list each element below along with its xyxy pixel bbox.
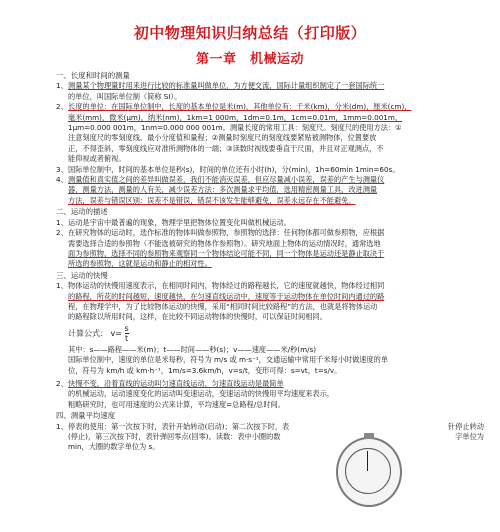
list-item: 3、 国际单位制中，时间的基本单位是秒(s)，时间的单位还有小时(h)，分(min)，1h=60min 1min=60s。 <box>56 165 484 175</box>
paragraph-line: 能仰视或者俯视。 <box>68 154 126 164</box>
paragraph-line: 快慢不变，沿着直线的运动叫匀速直线运动，匀速直线运动是最简单 <box>68 378 284 388</box>
document-body <box>56 70 484 453</box>
list-item: 1、 停表的使用：第一次按下时，表针开始转动(启动)；第二次按下时，表 针停止转动 <box>56 421 484 431</box>
paragraph-line: 字单位为 <box>455 432 484 441</box>
formula-denominator: t <box>125 333 129 343</box>
list-item: 1、 运动是宇宙中最普遍的现象，物理学里把物体位置变化叫做机械运动。 <box>56 218 484 228</box>
paragraph-line: 其中：s——路程——米(m)；t——时间——秒(s)；v——速度——米/秒(m/s) <box>68 344 317 354</box>
list-item: 1、 测量某个物理量时用来进行比较的标准量叫做单位，为方便交流，国际计量组织制定了一套国际统一 <box>56 81 484 91</box>
paragraph-line: 的机械运动，运动速度变化的运动叫变速运动，变速运动的快慢用平均速度来表示， <box>68 389 334 399</box>
formula-label: 计算公式： <box>68 328 108 338</box>
paragraph-line: 的路程除以所用时间，这样，在比较不同运动物体的快慢时，可以保证时间相同。 <box>68 312 327 322</box>
paragraph-line: 运动是宇宙中最普遍的现象，物理学里把物体位置变化叫做机械运动。 <box>68 217 291 227</box>
paragraph-line: 的单位，叫国际单位制（简称 SI）。 <box>68 91 182 101</box>
document-title: 初中物理知识归纳总结（打印版） <box>133 24 367 42</box>
paragraph-line: (停止)，第三次按下时，表针弹回零点(回零)。读数：表中小圈的数 <box>68 432 281 441</box>
list-item: 4、 测量值和真实值之间的差异叫做误差，我们不能消灭误差，但应尽量减小误差，误差的产生与测量仪 <box>56 175 484 185</box>
list-item: 1、 物体运动的快慢用速度表示，在相同时间内，物体经过的路程越长，它的速度就越快，物体经过相同 <box>56 281 484 291</box>
section-heading-1: 一、长度和时间的测量 <box>56 71 130 80</box>
formula-lhs: v= <box>110 328 122 338</box>
paragraph-line: 物体运动的快慢用速度表示，在相同时间内，物体经过的路程越长，它的速度就越快，物体经过相同 <box>68 281 385 291</box>
chapter-heading: 第一章 机械运动 <box>195 52 304 67</box>
list-item: 2、 在研究物体的运动时，选作标准的物体叫做参照物，参照物的选择：任何物体都可做参照物，应根据 <box>56 228 484 238</box>
paragraph-line: 器，测量方法，测量的人有关，减少误差方法：多次测量求平均值，选用精密测量工具，改进测量 <box>68 185 378 195</box>
paragraph-line: 长度的单位：在国际单位制中，长度的基本单位是米(m)，其他单位有：千米(km)，分米(dm)，厘米(cm)， <box>68 102 412 112</box>
paragraph-line: 面为参照物，选择不同的参照物来观察同一个物体结论可能不同，同一个物体是运动还是静止取决于 <box>68 248 385 258</box>
paragraph-line: 正，不得歪斜，零刻度线应对准所测物体的一端；③读数时视线要垂直于尺面，并且对正观测点，不 <box>68 143 384 153</box>
paragraph-line: min，大圈的数字单位为 s。 <box>68 442 160 452</box>
paragraph-line: 注意刻度尺的零刻度线、最小分度值和量程；②测量时刻度尺的刻度线要紧贴被测物体，位置要放 <box>68 133 377 143</box>
list-item: 2、 快慢不变，沿着直线的运动叫匀速直线运动，匀速直线运动是最简单 <box>56 379 484 389</box>
paragraph-line: 国际单位制中，速度的单位是米每秒，符号为 m/s 或 m·s⁻¹，交通运输中常用千米每小时做速度的单 <box>68 355 389 365</box>
paragraph-line: 毫米(mm)，微米(μm)，纳米(nm)，1km=1 000m，1dm=0.1m，1cm=0.01m，1mm=0.001m， <box>68 112 403 122</box>
paragraph-line: 程，在物理学中，为了比较物体运动的快慢，采用“相同时间比较路程”的方法，也就是将物体运动 <box>68 301 378 311</box>
section-heading-4: 四、测量平均速度 <box>56 411 116 421</box>
list-item: 2、 长度的单位：在国际单位制中，长度的基本单位是米(m)，其他单位有：千米(km)，分米(dm)，厘米(cm)， <box>56 102 484 112</box>
paragraph-line: 1μm=0.000 001m，1nm=0.000 000 001m。测量长度的常用工具：刻度尺。刻度尺的使用方法：① <box>68 123 402 133</box>
formula-numerator: s <box>124 323 129 333</box>
paragraph-line: 在研究物体的运动时，选作标准的物体叫做参照物，参照物的选择：任何物体都可做参照物，应根据 <box>68 228 385 238</box>
paragraph-line: 需要选择合适的参照物（不能选被研究的物体作参照物）。研究地面上物体的运动情况时，通常选地 <box>68 238 381 248</box>
paragraph-line: 测量某个物理量时用来进行比较的标准量叫做单位，为方便交流，国际计量组织制定了一套国际统一 <box>68 81 385 91</box>
paragraph-line: 测量值和真实值之间的差异叫做误差，我们不能消灭误差，但应尽量减小误差，误差的产生与测量仪 <box>68 175 385 185</box>
paragraph-line: 国际单位制中，时间的基本单位是秒(s)，时间的单位还有小时(h)，分(min)，1h=60min 1min=60s。 <box>68 164 400 174</box>
section-heading-2: 二、运动的描述 <box>56 207 108 217</box>
paragraph-line: 方法，误差与错误区别：误差不是错误，错误不该发生能够避免，误差永远存在不能避免。 <box>68 195 356 205</box>
paragraph-line: 的路程，所花的时间越短，速度越快，在匀速直线运动中，速度等于运动物体在单位时间内通过的路 <box>68 291 385 301</box>
paragraph-line: 位，符号为 km/h 或 km·h⁻¹，1m/s=3.6km/h，v=s/t，变形可得：s=vt，t=s/v。 <box>68 365 342 375</box>
paragraph-line: 所选的参照物，这就是运动和静止的相对性。 <box>68 259 212 269</box>
paragraph-row <box>56 432 484 442</box>
paragraph-line: 停表的使用：第一次按下时，表针开始转动(启动)；第二次按下时，表 <box>68 421 290 431</box>
paragraph-line: 针停止转动 <box>448 421 484 431</box>
stopwatch-illustration <box>336 437 402 507</box>
section-heading-3: 三、运动的快慢 <box>56 270 108 280</box>
paragraph-line: 粗略研究时，也可用速度的公式来计算，平均速度=总路程/总时间。 <box>68 399 285 409</box>
speed-formula <box>56 323 484 345</box>
